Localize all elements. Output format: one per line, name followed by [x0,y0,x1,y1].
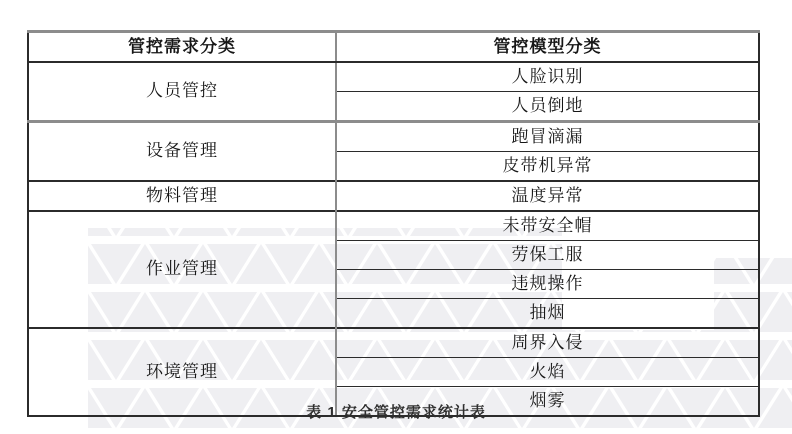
model-cell: 火焰 [336,358,759,387]
model-cell: 抽烟 [336,299,759,329]
table-row [28,62,759,92]
table-row [28,181,759,211]
model-cell: 未带安全帽 [336,211,759,241]
model-cell: 温度异常 [336,181,759,211]
model-cell: 跑冒滴漏 [336,122,759,152]
header-model-category: 管控模型分类 [336,32,759,63]
model-cell: 皮带机异常 [336,152,759,182]
table-row [28,328,759,358]
model-cell: 人员倒地 [336,92,759,122]
table-header-row [28,32,759,63]
control-requirements-table [27,30,760,417]
table-row [28,211,759,241]
model-cell: 劳保工服 [336,241,759,270]
category-cell-material: 物料管理 [28,181,336,211]
category-cell-environment: 环境管理 [28,328,336,416]
header-requirement-category: 管控需求分类 [28,32,336,63]
category-cell-equipment: 设备管理 [28,122,336,182]
category-cell-personnel: 人员管控 [28,62,336,122]
table-row [28,122,759,152]
category-cell-operation: 作业管理 [28,211,336,328]
model-cell: 人脸识别 [336,62,759,92]
model-cell: 违规操作 [336,270,759,299]
model-cell: 烟雾 [336,387,759,417]
model-cell: 周界入侵 [336,328,759,358]
table-caption: 表 1 安全管控需求统计表 [306,404,486,421]
